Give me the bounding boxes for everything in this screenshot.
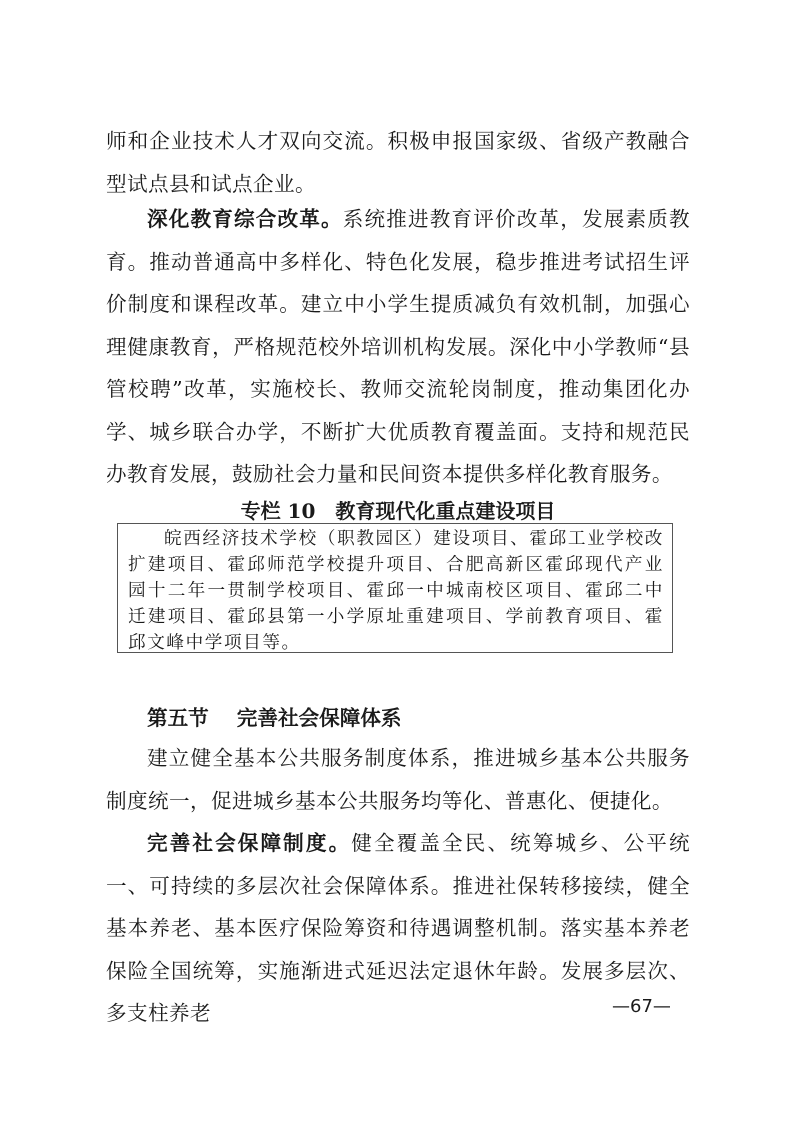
section-title: 完善社会保障体系 <box>236 706 402 730</box>
column-box <box>117 523 673 653</box>
paragraph-intro: 建立健全基本公共服务制度体系，推进城乡基本公共服务制度统一，促进城乡基本公共服务均等化、普惠化、便捷化。 <box>106 746 690 813</box>
section-heading <box>147 702 402 734</box>
paragraph-lead-heading: 深化教育综合改革。 <box>147 207 343 231</box>
paragraph-body: 系统推进教育评价改革，发展素质教育。推动普通高中多样化、特色化发展，稳步推进考试招生评价制度和课程改革。建立中小学生提质减负有效机制，加强心理健康教育，严格规范校外培训机构发展。深化中小学教师“县管校聘”改革，实施校长、教师交流轮岗制度，推动集团化办学、城乡联合办学，不断扩大优质教育覆盖面。支持和规范民办教育发展，鼓励社会力量和民间资本提供多样化教育服务。 <box>106 207 690 486</box>
column-box-title: 专栏 10 教育现代化重点建设项目 <box>240 499 556 523</box>
paragraph-continued: 师和企业技术人才双向交流。积极申报国家级、省级产教融合型试点县和试点企业。 <box>106 129 690 196</box>
paragraph-lead-heading: 完善社会保障制度。 <box>147 831 352 855</box>
paragraph-body: 健全覆盖全民、统筹城乡、公平统一、可持续的多层次社会保障体系。推进社保转移接续，健全基本养老、基本医疗保险筹资和待遇调整机制。落实基本养老保险全国统筹，实施渐进式延迟法定退休年龄。发展多层次、多支柱养老 <box>106 831 690 1025</box>
page-number: —67— <box>612 996 671 1017</box>
paragraph-education-reform <box>106 198 690 496</box>
column-box-content: 皖西经济技术学校（职教园区）建设项目、霍邱工业学校改扩建项目、霍邱师范学校提升项目、合肥高新区霍邱现代产业园十二年一贯制学校项目、霍邱一中城南校区项目、霍邱二中迁建项目、霍邱县第一小学原址重建项目、学前教育项目、霍邱文峰中学项目等。 <box>128 529 664 653</box>
paragraph-social-security <box>106 822 690 1035</box>
section-number: 第五节 <box>147 706 209 730</box>
